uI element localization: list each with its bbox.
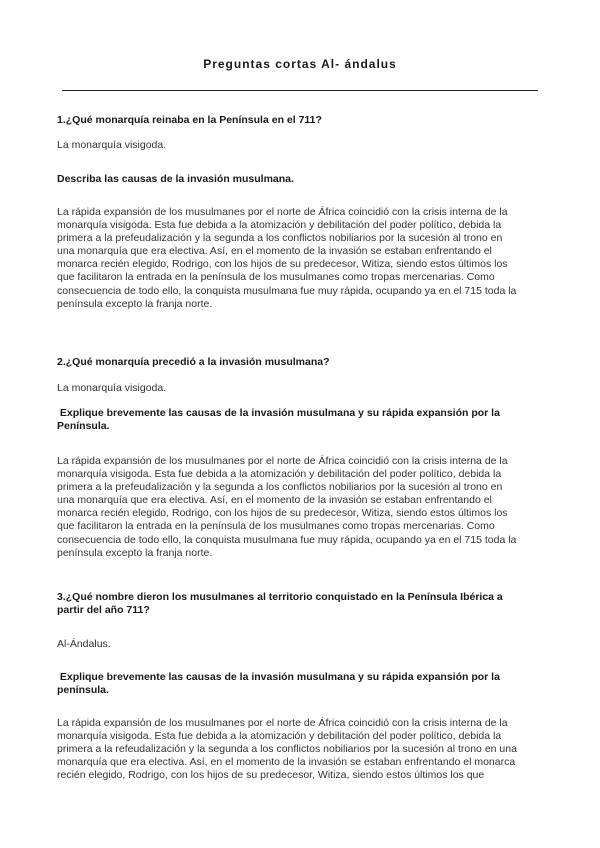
question-line: Explique brevemente las causas de la invasión musulmana y su rápida expansión por la — [57, 407, 500, 419]
paragraph-1 — [57, 206, 547, 311]
paragraph-line: recién elegido, Rodrigo, con los hijos de su predecesor, Witiza, siendo estos últimos los que — [57, 769, 485, 782]
question-2: 2.¿Qué monarquía precedió a la invasión musulmana? — [57, 356, 330, 368]
question-3b — [57, 671, 547, 697]
question-3 — [57, 591, 547, 617]
paragraph-line: primera a la prefeudalización y la segunda a los conflictos nobiliarios por la sucesión al trono en — [57, 232, 503, 245]
question-line: Península. — [57, 420, 110, 433]
paragraph-line: que facilitaron la entrada en la península de los musulmanes como tropas mercenarias. Como — [57, 520, 495, 533]
paragraph-line: monarca recién elegido, Rodrigo, con los hijos de su predecesor, Witiza, siendo estos últimos los — [57, 507, 508, 520]
question-line: 3.¿Qué nombre dieron los musulmanes al territorio conquistado en la Península Ibérica a — [57, 591, 503, 603]
title-divider — [62, 90, 538, 91]
paragraph-line: monarquía visigoda. Esta fue debida a la atomización y debilitación del poder político, debida la — [57, 730, 502, 743]
paragraph-line: primera a la refeudalización y la segunda a los conflictos nobiliarios por la sucesión al trono en una — [57, 743, 517, 756]
question-line: Explique brevemente las causas de la invasión musulmana y su rápida expansión por la — [57, 671, 500, 683]
page-title: Preguntas cortas Al- ándalus — [203, 57, 397, 71]
paragraph-line: península excepto la franja norte. — [57, 297, 213, 310]
question-line: partir del año 711? — [57, 604, 150, 617]
question-1b: Describa las causas de la invasión musulmana. — [57, 173, 294, 185]
question-2b — [57, 407, 547, 433]
paragraph-3 — [57, 717, 547, 782]
paragraph-line: península excepto la franja norte. — [57, 546, 213, 559]
paragraph-2 — [57, 455, 547, 560]
paragraph-line: primera a la prefeudalización y la segunda a los conflictos nobiliarios por la sucesión al trono en — [57, 481, 503, 494]
paragraph-line: monarquía visigoda. Esta fue debida a la atomización y debilitación del poder político, debida la — [57, 468, 502, 481]
answer-3: Al-Ándalus. — [57, 638, 111, 650]
paragraph-line: La rápida expansión de los musulmanes por el norte de África coincidió con la crisis interna de la — [57, 206, 508, 218]
paragraph-line: una monarquía que era electiva. Así, en el momento de la invasión se estaban enfrentando el — [57, 245, 492, 258]
paragraph-line: consecuencia de todo ello, la conquista musulmana fue muy rápida, ocupando ya en el 715 toda la — [57, 533, 517, 546]
answer-1: La monarquía visigoda. — [57, 139, 167, 151]
paragraph-line: monarca recién elegido, Rodrigo, con los hijos de su predecesor, Witiza, siendo estos últimos los — [57, 258, 508, 271]
paragraph-line: que facilitaron la entrada en la península de los musulmanes como tropas mercenarias. Como — [57, 271, 495, 284]
paragraph-line: monarquía que era electiva. Así, en el momento de la invasión se estaban enfrentando el monarca — [57, 756, 516, 769]
answer-2: La monarquía visigoda. — [57, 382, 167, 394]
paragraph-line: La rápida expansión de los musulmanes por el norte de África coincidió con la crisis interna de la — [57, 717, 508, 729]
paragraph-line: monarquía visigoda. Esta fue debida a la atomización y debilitación del poder político, debida la — [57, 219, 502, 232]
question-1: 1.¿Qué monarquía reinaba en la Península en el 711? — [57, 114, 322, 126]
paragraph-line: La rápida expansión de los musulmanes por el norte de África coincidió con la crisis interna de la — [57, 455, 508, 467]
question-line: península. — [57, 684, 109, 697]
paragraph-line: consecuencia de todo ello, la conquista musulmana fue muy rápida, ocupando ya en el 715 toda la — [57, 284, 517, 297]
paragraph-line: una monarquía que era electiva. Así, en el momento de la invasión se estaban enfrentando el — [57, 494, 492, 507]
